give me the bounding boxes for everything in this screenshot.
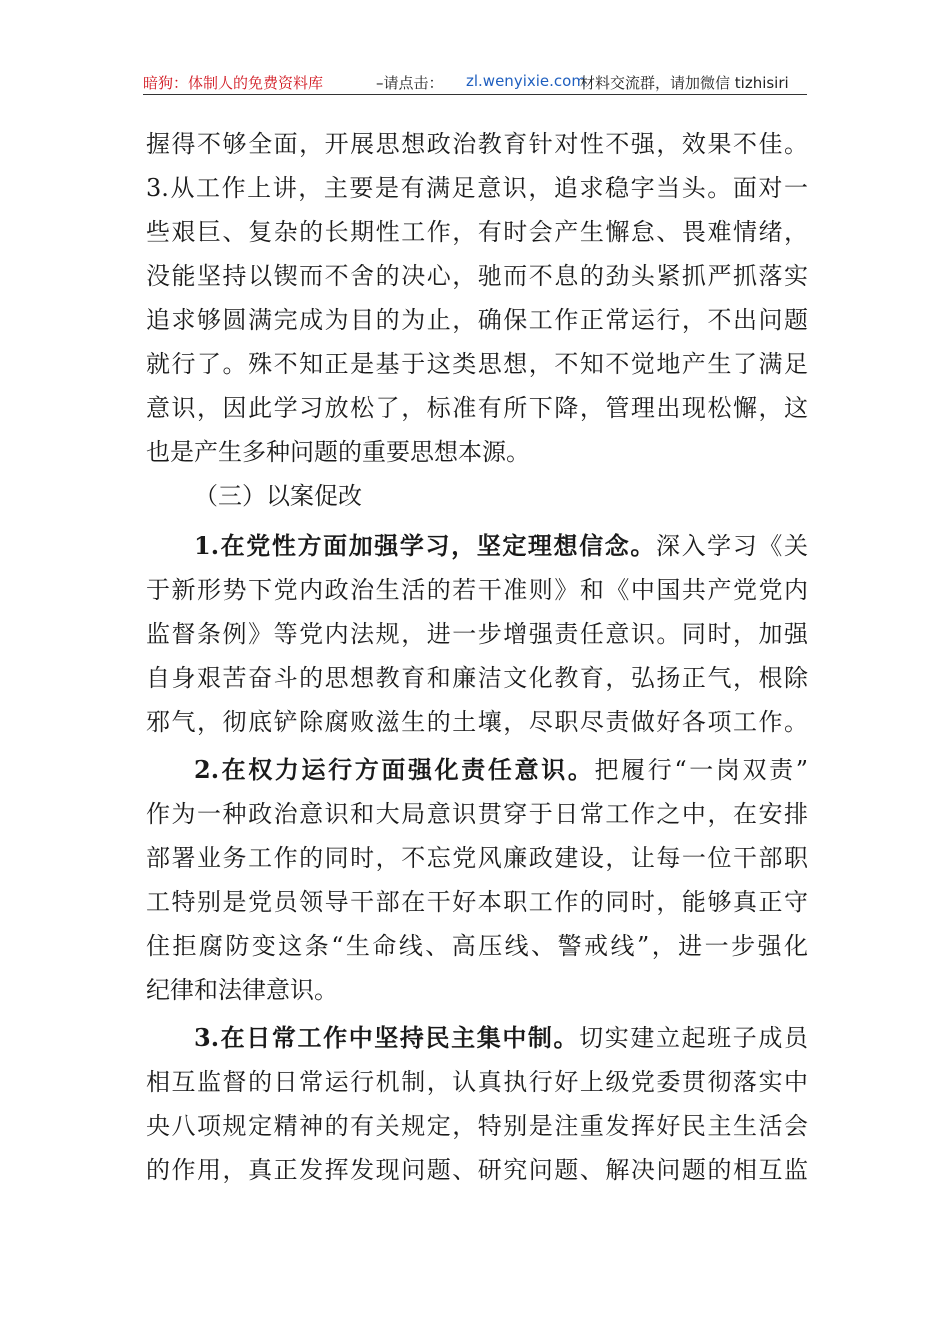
text-line: 意识，因此学习放松了，标准有所下降，管理出现松懈，这 <box>146 394 808 422</box>
text-line: 作为一种政治意识和大局意识贯穿于日常工作之中，在安排 <box>146 800 808 828</box>
text-line: 监督条例》等党内法规，进一步增强责任意识。同时，加强 <box>146 620 808 648</box>
text-line: 于新形势下党内政治生活的若干准则》和《中国共产党党内 <box>146 576 808 604</box>
text-line: 相互监督的日常运行机制，认真执行好上级党委贯彻落实中 <box>146 1068 808 1096</box>
item-heading: 2.在权力运行方面强化责任意识。 <box>194 755 595 784</box>
text-line: 些艰巨、复杂的长期性工作，有时会产生懈怠、畏难情绪， <box>146 218 808 246</box>
text-line: 没能坚持以锲而不舍的决心，驰而不息的劲头紧抓严抓落实 <box>146 262 808 290</box>
text-line: 3.从工作上讲，主要是有满足意识，追求稳字当头。面对一 <box>146 174 808 202</box>
text-line: 1.在党性方面加强学习，坚定理想信念。深入学习《关 <box>194 531 808 560</box>
text-line: 住拒腐防变这条“生命线、高压线、警戒线”，进一步强化 <box>146 932 808 960</box>
text-line: 握得不够全面，开展思想政治教育针对性不强，效果不佳。 <box>146 130 808 158</box>
header-link[interactable]: zl.wenyixie.com <box>466 72 586 90</box>
text-line: 自身艰苦奋斗的思想教育和廉洁文化教育，弘扬正气，根除 <box>146 664 808 692</box>
header-site-name: 暗狗：体制人的免费资料库 <box>143 74 324 92</box>
text-line: 就行了。殊不知正是基于这类思想，不知不觉地产生了满足 <box>146 350 808 378</box>
section-heading: （三）以案促改 <box>194 482 362 510</box>
page-header <box>143 66 807 95</box>
header-wechat-note: 材料交流群，请加微信 tizhisiri <box>580 74 789 92</box>
text-line: 3.在日常工作中坚持民主集中制。切实建立起班子成员 <box>194 1023 809 1052</box>
text-line: 部署业务工作的同时，不忘党风廉政建设，让每一位干部职 <box>146 844 808 872</box>
item-heading: 1.在党性方面加强学习，坚定理想信念。 <box>194 531 656 560</box>
item-heading: 3.在日常工作中坚持民主集中制。 <box>194 1023 580 1052</box>
text-line: 工特别是党员领导干部在干好本职工作的同时，能够真正守 <box>146 888 808 916</box>
text-line: 追求够圆满完成为目的为止，确保工作正常运行，不出问题 <box>146 306 808 334</box>
text-line: 纪律和法律意识。 <box>146 976 338 1004</box>
text-line: 央八项规定精神的有关规定，特别是注重发挥好民主生活会 <box>146 1112 808 1140</box>
text-line: 邪气，彻底铲除腐败滋生的土壤，尽职尽责做好各项工作。 <box>146 708 808 736</box>
text-line: 2.在权力运行方面强化责任意识。把履行“一岗双责” <box>194 755 808 784</box>
header-click-prompt: –请点击： <box>376 74 444 92</box>
text-line: 的作用，真正发挥发现问题、研究问题、解决问题的相互监 <box>146 1156 808 1184</box>
text-line: 也是产生多种问题的重要思想本源。 <box>146 438 530 466</box>
